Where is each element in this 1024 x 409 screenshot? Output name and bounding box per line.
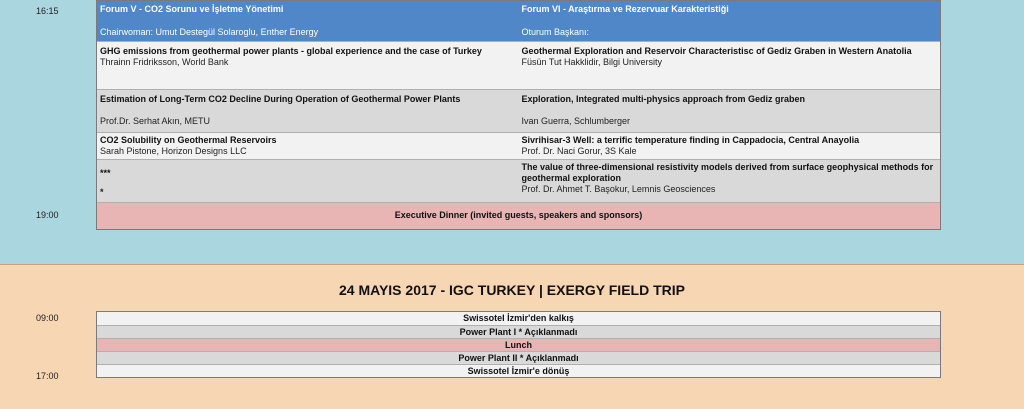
talk-cell-right — [519, 160, 941, 202]
trip-row: Power Plant I * Açıklanmadı — [97, 325, 940, 338]
talk-speaker: Ivan Guerra, Schlumberger — [521, 116, 631, 126]
talk-title: GHG emissions from geothermal power plants - global experience and the case of Turkey — [100, 46, 482, 56]
talk-title: Estimation of Long-Term CO2 Decline During Operation of Geothermal Power Plants — [100, 94, 461, 104]
forum-header-row — [97, 1, 940, 21]
talk-speaker: Prof.Dr. Serhat Akın, METU — [100, 116, 211, 126]
forum-vi-title: Forum VI - Araştırma ve Rezervuar Karakteristiği — [521, 4, 729, 14]
talk-speaker: Prof. Dr. Naci Gorur, 3S Kale — [521, 146, 637, 156]
talk-speaker: * — [100, 187, 104, 197]
talk-cell-left — [97, 133, 519, 159]
forum-v-chair: Chairwoman: Umut Destegül Solaroglu, Enther Energy — [100, 27, 319, 37]
talk-cell-left — [97, 160, 519, 202]
talk-speaker: Sarah Pistone, Horizon Designs LLC — [100, 146, 247, 156]
talk-title: CO2 Solubility on Geothermal Reservoirs — [100, 135, 277, 145]
trip-row: Power Plant II * Açıklanmadı — [97, 351, 940, 364]
time-label: 16:15 — [36, 6, 59, 16]
executive-dinner-row: Executive Dinner (invited guests, speakers and sponsors) — [97, 202, 940, 229]
time-label: 17:00 — [36, 371, 59, 381]
talk-title: Geothermal Exploration and Reservoir Characteristisc of Gediz Graben in Western Anatolia — [521, 46, 912, 56]
forum-vi-chair: Oturum Başkanı: — [521, 27, 590, 37]
forum-schedule-table — [96, 0, 941, 230]
talk-row — [97, 159, 940, 202]
talk-speaker: Füsün Tut Hakklidir, Bilgi University — [521, 57, 663, 67]
talk-title: Sivrihisar-3 Well: a terrific temperature finding in Cappadocia, Central Anayolia — [521, 135, 860, 145]
talk-speaker: Prof. Dr. Ahmet T. Başokur, Lemnis Geosciences — [521, 184, 716, 194]
trip-row: Swissotel İzmir'e dönüş — [97, 364, 940, 377]
talk-cell-left — [97, 90, 519, 132]
talk-cell-right — [519, 90, 941, 132]
day-title: 24 MAYIS 2017 - IGC TURKEY | EXERGY FIELD TRIP — [339, 282, 685, 298]
talk-row — [97, 132, 940, 159]
talk-cell-right — [519, 133, 941, 159]
forum-v-title: Forum V - CO2 Sorunu ve İşletme Yönetimi — [100, 4, 284, 14]
talk-title: *** — [100, 168, 111, 178]
time-label: 19:00 — [36, 210, 59, 220]
talk-cell-left — [97, 42, 519, 89]
talk-title: Exploration, Integrated multi-physics approach from Gediz graben — [521, 94, 806, 104]
field-trip-table — [96, 311, 941, 378]
talk-row — [97, 41, 940, 89]
talk-speaker: Thrainn Fridriksson, World Bank — [100, 57, 229, 67]
talk-cell-right — [519, 42, 941, 89]
chair-row — [97, 21, 940, 41]
talk-title: The value of three-dimensional resistivity models derived from surface geophysical methods for geothermal exploration — [521, 162, 934, 183]
talk-row — [97, 89, 940, 132]
trip-row: Lunch — [97, 338, 940, 351]
trip-row: Swissotel İzmir'den kalkış — [97, 312, 940, 325]
time-label: 09:00 — [36, 313, 59, 323]
